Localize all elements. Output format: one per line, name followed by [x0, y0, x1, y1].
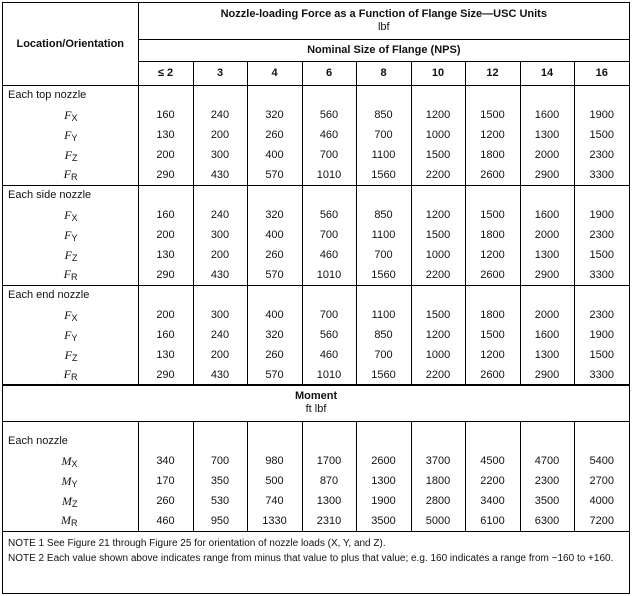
symbol-axis: R — [71, 272, 78, 283]
note-2: NOTE 2 Each value shown above indicates range from minus that value to plus that value; e.g. 160 indicates a range from −160 to +160. — [8, 552, 614, 564]
component-symbol — [3, 145, 138, 165]
value-cell: 1500 — [411, 225, 465, 245]
value-cell: 6100 — [465, 511, 520, 531]
value-cell: 3300 — [574, 165, 629, 185]
table-row — [3, 325, 629, 345]
size-header-0: ≤ 2 — [138, 61, 193, 85]
component-symbol — [3, 245, 138, 265]
component-symbol — [3, 105, 138, 125]
value-cell: 240 — [193, 205, 247, 225]
value-cell: 2600 — [465, 265, 520, 285]
value-cell: 2310 — [302, 511, 356, 531]
value-cell: 1300 — [302, 491, 356, 511]
table-row — [3, 145, 629, 165]
value-cell: 1000 — [411, 245, 465, 265]
value-cell: 1100 — [356, 145, 411, 165]
group-label: Each top nozzle — [8, 89, 87, 102]
size-header-2: 4 — [247, 61, 302, 85]
symbol-axis: X — [71, 312, 78, 323]
value-cell: 3400 — [465, 491, 520, 511]
component-symbol — [3, 305, 138, 325]
value-cell: 290 — [138, 365, 193, 385]
size-header-3: 6 — [302, 61, 356, 85]
value-cell: 2300 — [574, 305, 629, 325]
value-cell: 2200 — [465, 471, 520, 491]
component-symbol — [3, 205, 138, 225]
value-cell: 1700 — [302, 451, 356, 471]
value-cell: 200 — [193, 345, 247, 365]
value-cell: 1200 — [465, 125, 520, 145]
table-title-cell — [138, 3, 629, 39]
value-cell: 2600 — [465, 165, 520, 185]
value-cell: 1560 — [356, 165, 411, 185]
value-cell: 570 — [247, 165, 302, 185]
value-cell: 1900 — [356, 491, 411, 511]
symbol-axis: Y — [71, 232, 78, 243]
size-header-5: 10 — [411, 61, 465, 85]
value-cell: 2600 — [465, 365, 520, 385]
value-cell: 2000 — [520, 225, 574, 245]
value-cell: 560 — [302, 105, 356, 125]
component-symbol — [3, 345, 138, 365]
value-cell: 500 — [247, 471, 302, 491]
value-cell: 3700 — [411, 451, 465, 471]
value-cell: 1500 — [574, 125, 629, 145]
value-cell: 300 — [193, 145, 247, 165]
symbol-axis: Z — [72, 252, 78, 263]
symbol-letter: F — [64, 107, 72, 122]
value-cell: 1300 — [356, 471, 411, 491]
value-cell: 1900 — [574, 205, 629, 225]
value-cell: 530 — [193, 491, 247, 511]
value-cell: 1560 — [356, 265, 411, 285]
value-cell: 570 — [247, 265, 302, 285]
value-cell: 1500 — [465, 105, 520, 125]
value-cell: 2300 — [574, 145, 629, 165]
value-cell: 2000 — [520, 145, 574, 165]
table-row — [3, 245, 629, 265]
component-symbol — [3, 165, 138, 185]
table-row — [3, 345, 629, 365]
group-label: Each side nozzle — [8, 189, 92, 202]
symbol-letter: F — [64, 327, 72, 342]
value-cell: 850 — [356, 105, 411, 125]
value-cell: 300 — [193, 305, 247, 325]
value-cell: 1800 — [465, 225, 520, 245]
value-cell: 320 — [247, 205, 302, 225]
value-cell: 700 — [302, 225, 356, 245]
value-cell: 700 — [356, 125, 411, 145]
value-cell: 340 — [138, 451, 193, 471]
value-cell: 1000 — [411, 345, 465, 365]
value-cell: 1560 — [356, 365, 411, 385]
symbol-letter: M — [61, 513, 71, 528]
value-cell: 260 — [247, 125, 302, 145]
component-symbol — [3, 471, 138, 491]
symbol-axis: R — [71, 172, 78, 183]
value-cell: 3300 — [574, 365, 629, 385]
component-symbol — [3, 451, 138, 471]
table-row — [3, 491, 629, 511]
symbol-axis: R — [71, 372, 78, 382]
symbol-axis: Y — [71, 332, 78, 343]
value-cell: 160 — [138, 325, 193, 345]
size-header-4: 8 — [356, 61, 411, 85]
value-cell: 3300 — [574, 265, 629, 285]
value-cell: 1500 — [465, 205, 520, 225]
table-row — [3, 265, 629, 285]
nozzle-load-table-frame — [2, 2, 630, 594]
symbol-axis: X — [71, 112, 78, 123]
component-symbol — [3, 125, 138, 145]
component-symbol — [3, 511, 138, 531]
value-cell: 1330 — [247, 511, 302, 531]
value-cell: 160 — [138, 205, 193, 225]
value-cell: 1900 — [574, 325, 629, 345]
value-cell: 2700 — [574, 471, 629, 491]
value-cell: 700 — [356, 345, 411, 365]
value-cell: 1500 — [574, 245, 629, 265]
value-cell: 160 — [138, 105, 193, 125]
value-cell: 1500 — [411, 305, 465, 325]
value-cell: 850 — [356, 325, 411, 345]
value-cell: 560 — [302, 325, 356, 345]
symbol-axis: Z — [72, 352, 78, 363]
value-cell: 1010 — [302, 265, 356, 285]
force-unit: lbf — [377, 20, 390, 33]
value-cell: 300 — [193, 225, 247, 245]
value-cell: 130 — [138, 125, 193, 145]
table-row — [3, 125, 629, 145]
value-cell: 870 — [302, 471, 356, 491]
symbol-letter: M — [61, 473, 72, 488]
size-header-1: 3 — [193, 61, 247, 85]
value-cell: 700 — [356, 245, 411, 265]
table-row — [3, 305, 629, 325]
value-cell: 130 — [138, 245, 193, 265]
value-cell: 260 — [247, 345, 302, 365]
value-cell: 200 — [138, 145, 193, 165]
value-cell: 430 — [193, 265, 247, 285]
symbol-axis: Z — [72, 498, 78, 509]
value-cell: 2200 — [411, 165, 465, 185]
symbol-letter: F — [64, 347, 72, 362]
size-header-7: 14 — [520, 61, 574, 85]
value-cell: 560 — [302, 205, 356, 225]
nozzle-load-table — [3, 3, 629, 532]
symbol-letter: F — [64, 127, 72, 142]
value-cell: 1010 — [302, 165, 356, 185]
table-row — [3, 105, 629, 125]
value-cell: 240 — [193, 325, 247, 345]
value-cell: 1300 — [520, 245, 574, 265]
value-cell: 1200 — [465, 245, 520, 265]
symbol-letter: F — [64, 227, 72, 242]
value-cell: 2200 — [411, 265, 465, 285]
value-cell: 1900 — [574, 105, 629, 125]
value-cell: 170 — [138, 471, 193, 491]
value-cell: 950 — [193, 511, 247, 531]
value-cell: 3500 — [356, 511, 411, 531]
value-cell: 430 — [193, 165, 247, 185]
value-cell: 430 — [193, 365, 247, 385]
symbol-letter: M — [61, 453, 72, 468]
value-cell: 320 — [247, 325, 302, 345]
value-cell: 400 — [247, 225, 302, 245]
value-cell: 240 — [193, 105, 247, 125]
value-cell: 2900 — [520, 265, 574, 285]
value-cell: 980 — [247, 451, 302, 471]
value-cell: 740 — [247, 491, 302, 511]
value-cell: 570 — [247, 365, 302, 385]
value-cell: 200 — [138, 305, 193, 325]
value-cell: 700 — [302, 305, 356, 325]
value-cell: 4700 — [520, 451, 574, 471]
table-row — [3, 225, 629, 245]
value-cell: 260 — [247, 245, 302, 265]
value-cell: 1200 — [411, 205, 465, 225]
value-cell: 200 — [193, 125, 247, 145]
symbol-letter: F — [64, 147, 72, 162]
table-row — [3, 451, 629, 471]
symbol-axis: Y — [71, 478, 78, 489]
value-cell: 5000 — [411, 511, 465, 531]
component-symbol — [3, 225, 138, 245]
moment-title: Moment — [294, 390, 338, 403]
value-cell: 2300 — [574, 225, 629, 245]
value-cell: 460 — [302, 245, 356, 265]
value-cell: 1800 — [411, 471, 465, 491]
value-cell: 1600 — [520, 325, 574, 345]
value-cell: 290 — [138, 265, 193, 285]
table-row — [3, 471, 629, 491]
size-header-8: 16 — [574, 61, 629, 85]
moment-unit: ft lbf — [305, 403, 327, 416]
value-cell: 1500 — [574, 345, 629, 365]
value-cell: 1800 — [465, 305, 520, 325]
value-cell: 1200 — [465, 345, 520, 365]
value-cell: 700 — [193, 451, 247, 471]
value-cell: 4000 — [574, 491, 629, 511]
component-symbol — [3, 265, 138, 285]
value-cell: 260 — [138, 491, 193, 511]
nominal-size-header: Nominal Size of Flange (NPS) — [138, 39, 629, 61]
value-cell: 1500 — [411, 145, 465, 165]
table-title: Nozzle-loading Force as a Function of Flange Size—USC Units — [220, 7, 547, 20]
symbol-axis: R — [71, 518, 78, 529]
value-cell: 1000 — [411, 125, 465, 145]
value-cell: 1100 — [356, 305, 411, 325]
table-row — [3, 165, 629, 185]
value-cell: 1300 — [520, 345, 574, 365]
value-cell: 460 — [302, 345, 356, 365]
table-row — [3, 205, 629, 225]
component-symbol — [3, 491, 138, 511]
value-cell: 1800 — [465, 145, 520, 165]
value-cell: 1200 — [411, 325, 465, 345]
value-cell: 1100 — [356, 225, 411, 245]
value-cell: 460 — [302, 125, 356, 145]
location-header: Location/Orientation — [3, 3, 138, 85]
symbol-axis: Y — [71, 132, 78, 143]
symbol-letter: M — [62, 493, 72, 508]
value-cell: 1500 — [465, 325, 520, 345]
value-cell: 2200 — [411, 365, 465, 385]
value-cell: 1600 — [520, 105, 574, 125]
value-cell: 7200 — [574, 511, 629, 531]
value-cell: 2800 — [411, 491, 465, 511]
table-row — [3, 511, 629, 531]
value-cell: 320 — [247, 105, 302, 125]
value-cell: 3500 — [520, 491, 574, 511]
value-cell: 400 — [247, 305, 302, 325]
value-cell: 2900 — [520, 165, 574, 185]
value-cell: 850 — [356, 205, 411, 225]
moment-header — [3, 385, 629, 421]
value-cell: 2600 — [356, 451, 411, 471]
value-cell: 130 — [138, 345, 193, 365]
value-cell: 2900 — [520, 365, 574, 385]
symbol-letter: F — [63, 267, 71, 282]
value-cell: 460 — [138, 511, 193, 531]
value-cell: 1010 — [302, 365, 356, 385]
symbol-letter: F — [64, 247, 72, 262]
value-cell: 2000 — [520, 305, 574, 325]
value-cell: 2300 — [520, 471, 574, 491]
value-cell: 200 — [138, 225, 193, 245]
symbol-letter: F — [64, 307, 72, 322]
value-cell: 200 — [193, 245, 247, 265]
component-symbol — [3, 365, 138, 385]
value-cell: 1200 — [411, 105, 465, 125]
table-row — [3, 365, 629, 385]
value-cell: 400 — [247, 145, 302, 165]
value-cell: 5400 — [574, 451, 629, 471]
notes-section — [3, 532, 629, 566]
size-header-6: 12 — [465, 61, 520, 85]
group-label: Each nozzle — [8, 435, 68, 447]
symbol-axis: Z — [72, 152, 78, 163]
value-cell: 700 — [302, 145, 356, 165]
value-cell: 4500 — [465, 451, 520, 471]
symbol-letter: F — [63, 367, 71, 381]
value-cell: 1300 — [520, 125, 574, 145]
value-cell: 350 — [193, 471, 247, 491]
component-symbol — [3, 325, 138, 345]
symbol-axis: X — [71, 458, 78, 469]
value-cell: 290 — [138, 165, 193, 185]
symbol-axis: X — [71, 212, 78, 223]
symbol-letter: F — [63, 167, 71, 182]
symbol-letter: F — [64, 207, 72, 222]
group-label: Each end nozzle — [8, 289, 90, 302]
value-cell: 1600 — [520, 205, 574, 225]
value-cell: 6300 — [520, 511, 574, 531]
note-1: NOTE 1 See Figure 21 through Figure 25 for orientation of nozzle loads (X, Y, and Z). — [8, 537, 386, 549]
